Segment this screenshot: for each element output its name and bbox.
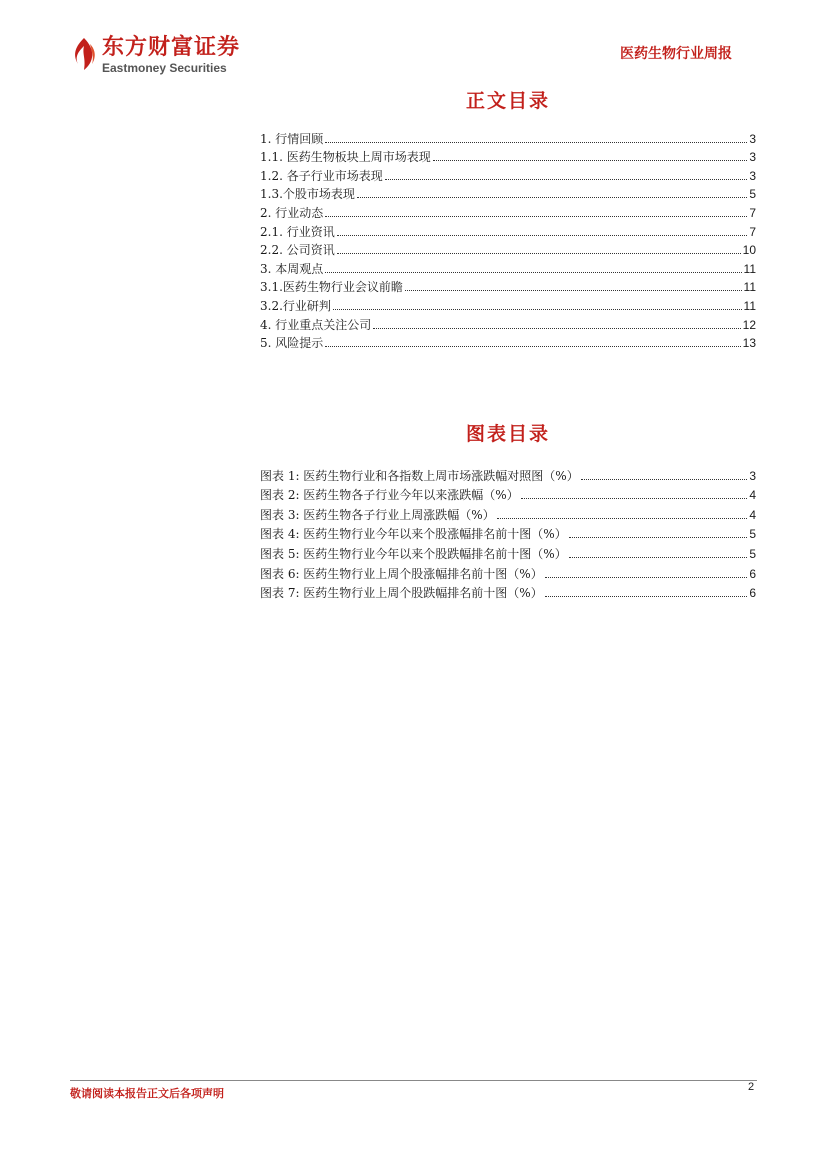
figure-entry-page: 4: [749, 507, 756, 522]
leader-dots: [569, 557, 748, 558]
toc-entry-page: 5: [749, 187, 756, 202]
leader-dots: [325, 142, 747, 143]
report-type: 医药生物行业周报: [620, 46, 732, 62]
figure-entry[interactable]: [260, 563, 756, 583]
logo-flame-icon: [70, 36, 98, 72]
leader-dots: [325, 346, 740, 347]
toc-entry-page: 3: [749, 168, 756, 183]
toc-entry[interactable]: [260, 259, 756, 278]
toc-entry-page: 3: [749, 150, 756, 165]
toc-entry[interactable]: [260, 315, 756, 334]
toc-entry[interactable]: [260, 166, 756, 185]
figure-entry[interactable]: [260, 465, 756, 485]
figure-entry-page: 5: [749, 546, 756, 561]
figure-entry[interactable]: [260, 543, 756, 563]
toc-entry-label: 1.1. 医药生物板块上周市场表现: [260, 150, 431, 165]
leader-dots: [385, 179, 748, 180]
toc-entry-page: 3: [749, 131, 756, 146]
figure-entry-label: 图表 3: 医药生物各子行业上周涨跌幅（%）: [260, 507, 495, 522]
toc-entry[interactable]: [260, 296, 756, 315]
figure-entry[interactable]: [260, 504, 756, 524]
figure-entry[interactable]: [260, 524, 756, 544]
figure-entry-label: 图表 4: 医药生物行业今年以来个股涨幅排名前十图（%）: [260, 527, 567, 542]
toc-entry-page: 7: [749, 224, 756, 239]
leader-dots: [337, 253, 741, 254]
figure-entry-label: 图表 5: 医药生物行业今年以来个股跌幅排名前十图（%）: [260, 546, 567, 561]
leader-dots: [569, 537, 748, 538]
figure-entry-page: 6: [749, 586, 756, 601]
leader-dots: [545, 596, 748, 597]
leader-dots: [581, 479, 748, 480]
leader-dots: [325, 216, 747, 217]
leader-dots: [521, 498, 748, 499]
figure-entry-page: 6: [749, 566, 756, 581]
toc-entry-page: 11: [743, 298, 756, 313]
figures-title: 图表目录: [465, 423, 550, 445]
logo-english-text: Eastmoney Securities: [102, 61, 227, 75]
figure-entry[interactable]: [260, 485, 756, 505]
toc-entry-label: 3.2.行业研判: [260, 298, 331, 313]
leader-dots: [405, 290, 742, 291]
footer-divider: [70, 1080, 757, 1081]
toc-entry-label: 5. 风险提示: [260, 336, 324, 351]
figure-entry-label: 图表 7: 医药生物行业上周个股跌幅排名前十图（%）: [260, 586, 543, 601]
footer-disclaimer: 敬请阅读本报告正文后各项声明: [70, 1087, 224, 1100]
leader-dots: [433, 160, 748, 161]
leader-dots: [333, 309, 742, 310]
toc-entry[interactable]: [260, 334, 756, 353]
page-number: 2: [748, 1081, 755, 1093]
toc-entry-page: 12: [742, 317, 756, 332]
leader-dots: [373, 328, 740, 329]
list-of-figures: [260, 465, 756, 602]
toc-entry-page: 13: [742, 336, 756, 351]
toc-entry[interactable]: [260, 185, 756, 204]
toc-entry-page: 11: [743, 261, 756, 276]
toc-entry-label: 3.1.医药生物行业会议前瞻: [260, 280, 403, 295]
table-of-contents: [260, 129, 756, 352]
figure-entry-page: 4: [749, 488, 756, 503]
toc-entry-label: 3. 本周观点: [260, 261, 324, 276]
figure-entry-page: 3: [749, 468, 756, 483]
leader-dots: [337, 235, 748, 236]
toc-entry-label: 2.1. 行业资讯: [260, 224, 335, 239]
toc-entry-label: 1.3.个股市场表现: [260, 187, 355, 202]
figure-entry-label: 图表 1: 医药生物行业和各指数上周市场涨跌幅对照图（%）: [260, 468, 579, 483]
toc-entry[interactable]: [260, 203, 756, 222]
toc-entry-page: 11: [743, 280, 756, 295]
leader-dots: [545, 577, 748, 578]
toc-entry-label: 2. 行业动态: [260, 205, 324, 220]
figure-entry-page: 5: [749, 527, 756, 542]
toc-entry-label: 4. 行业重点关注公司: [260, 317, 372, 332]
figure-entry-label: 图表 2: 医药生物各子行业今年以来涨跌幅（%）: [260, 488, 519, 503]
toc-entry[interactable]: [260, 148, 756, 167]
toc-entry-page: 10: [742, 243, 756, 258]
leader-dots: [357, 197, 747, 198]
figure-entry[interactable]: [260, 583, 756, 603]
toc-entry-label: 2.2. 公司资讯: [260, 243, 335, 258]
toc-entry[interactable]: [260, 129, 756, 148]
toc-title: 正文目录: [465, 90, 550, 112]
toc-entry-label: 1. 行情回顾: [260, 131, 324, 146]
leader-dots: [325, 272, 741, 273]
toc-entry[interactable]: [260, 241, 756, 260]
leader-dots: [497, 518, 748, 519]
toc-entry-label: 1.2. 各子行业市场表现: [260, 168, 383, 183]
logo-chinese-text: 东方财富证券: [102, 35, 241, 60]
toc-entry[interactable]: [260, 222, 756, 241]
figure-entry-label: 图表 6: 医药生物行业上周个股涨幅排名前十图（%）: [260, 566, 543, 581]
toc-entry[interactable]: [260, 278, 756, 297]
company-logo: [70, 36, 240, 75]
toc-entry-page: 7: [749, 205, 756, 220]
